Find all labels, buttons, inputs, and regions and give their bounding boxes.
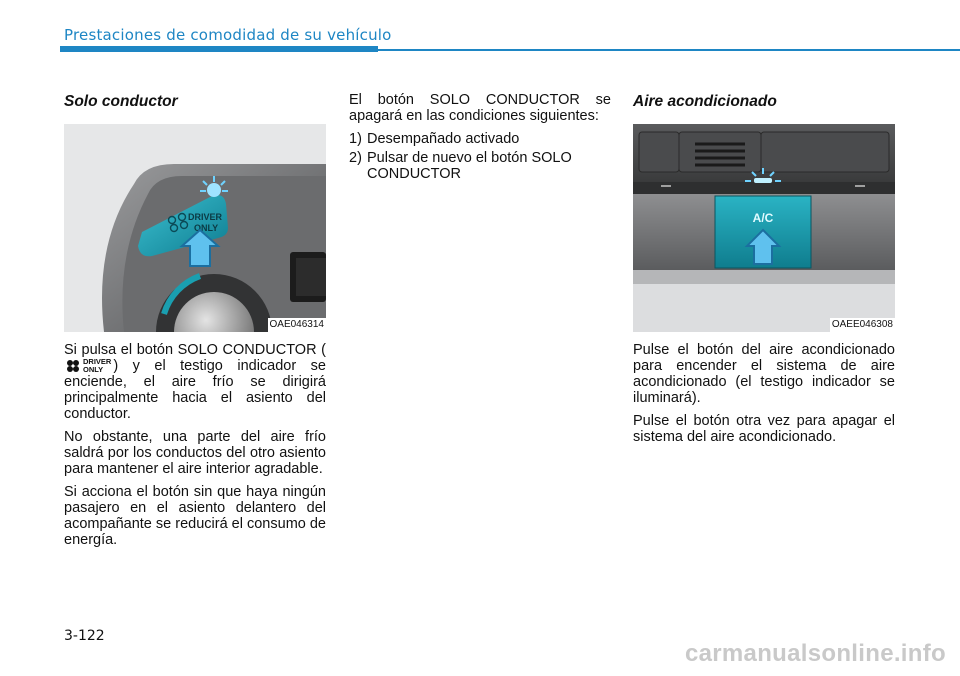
page-number: 3-122 [64, 628, 105, 644]
column-solo-conductor [64, 92, 326, 555]
column-aire-acondicionado [633, 92, 895, 452]
list-item-number: 1) [349, 131, 362, 147]
paragraph-conditions-intro: El botón SOLO CONDUCTOR se apagará en las condiciones siguientes: [349, 92, 611, 124]
list-item [349, 131, 611, 147]
inline-icon-label-only: ONLY [83, 365, 104, 375]
panel-button-text-only: ONLY [194, 223, 219, 233]
driver-only-panel-illustration [64, 124, 326, 332]
ac-panel-illustration [633, 124, 895, 332]
figure-code: OAEE046308 [831, 319, 893, 330]
header-title: Prestaciones de comodidad de su vehículo [64, 26, 392, 44]
figure-driver-only [64, 124, 326, 332]
list-item-number: 2) [349, 150, 362, 166]
fan-icon [66, 359, 80, 373]
conditions-list [349, 131, 611, 182]
header-rule-thin [378, 49, 960, 51]
paragraph-aire-2: Pulse el botón otra vez para apagar el sistema del aire acondicionado. [633, 413, 895, 445]
paragraph-solo-conductor-1 [64, 342, 326, 422]
list-item [349, 150, 611, 182]
paragraph-aire-1: Pulse el botón del aire acondicionado para encender el sistema de aire acondicionado (el testigo indicador se iluminará). [633, 342, 895, 406]
section-heading-solo-conductor: Solo conductor [64, 93, 178, 110]
paragraph-text-before-icon: Si pulsa el botón SOLO CONDUCTOR ( [64, 342, 326, 358]
paragraph-solo-conductor-2: No obstante, una parte del aire frío saldrá por los conductos del otro asiento para mantener el aire interior agradable. [64, 429, 326, 478]
inline-icon-label-driver: DRIVER [83, 357, 112, 367]
figure-ac-button [633, 124, 895, 332]
paragraph-solo-conductor-3: Si acciona el botón sin que haya ningún pasajero en el asiento delantero del acompañante se reducirá el consumo de energía. [64, 484, 326, 549]
list-item-text: Pulsar de nuevo el botón SOLO CONDUCTOR [367, 150, 572, 182]
paragraph-text-after-icon: ) y el testigo indicador se enciende, el aire frío se dirigirá principalmente hacia el asiento del conductor. [64, 358, 326, 423]
panel-button-text-driver: DRIVER [188, 212, 223, 222]
watermark: carmanualsonline.info [684, 640, 946, 667]
list-item-text: Desempañado activado [367, 131, 520, 147]
figure-code: OAE046314 [269, 319, 324, 330]
driver-only-inline-icon [66, 358, 111, 374]
column-conditions [349, 92, 611, 185]
section-heading-aire-acondicionado: Aire acondicionado [633, 93, 777, 110]
ac-button-text: A/C [752, 211, 774, 225]
header-rule-thick [60, 46, 378, 52]
